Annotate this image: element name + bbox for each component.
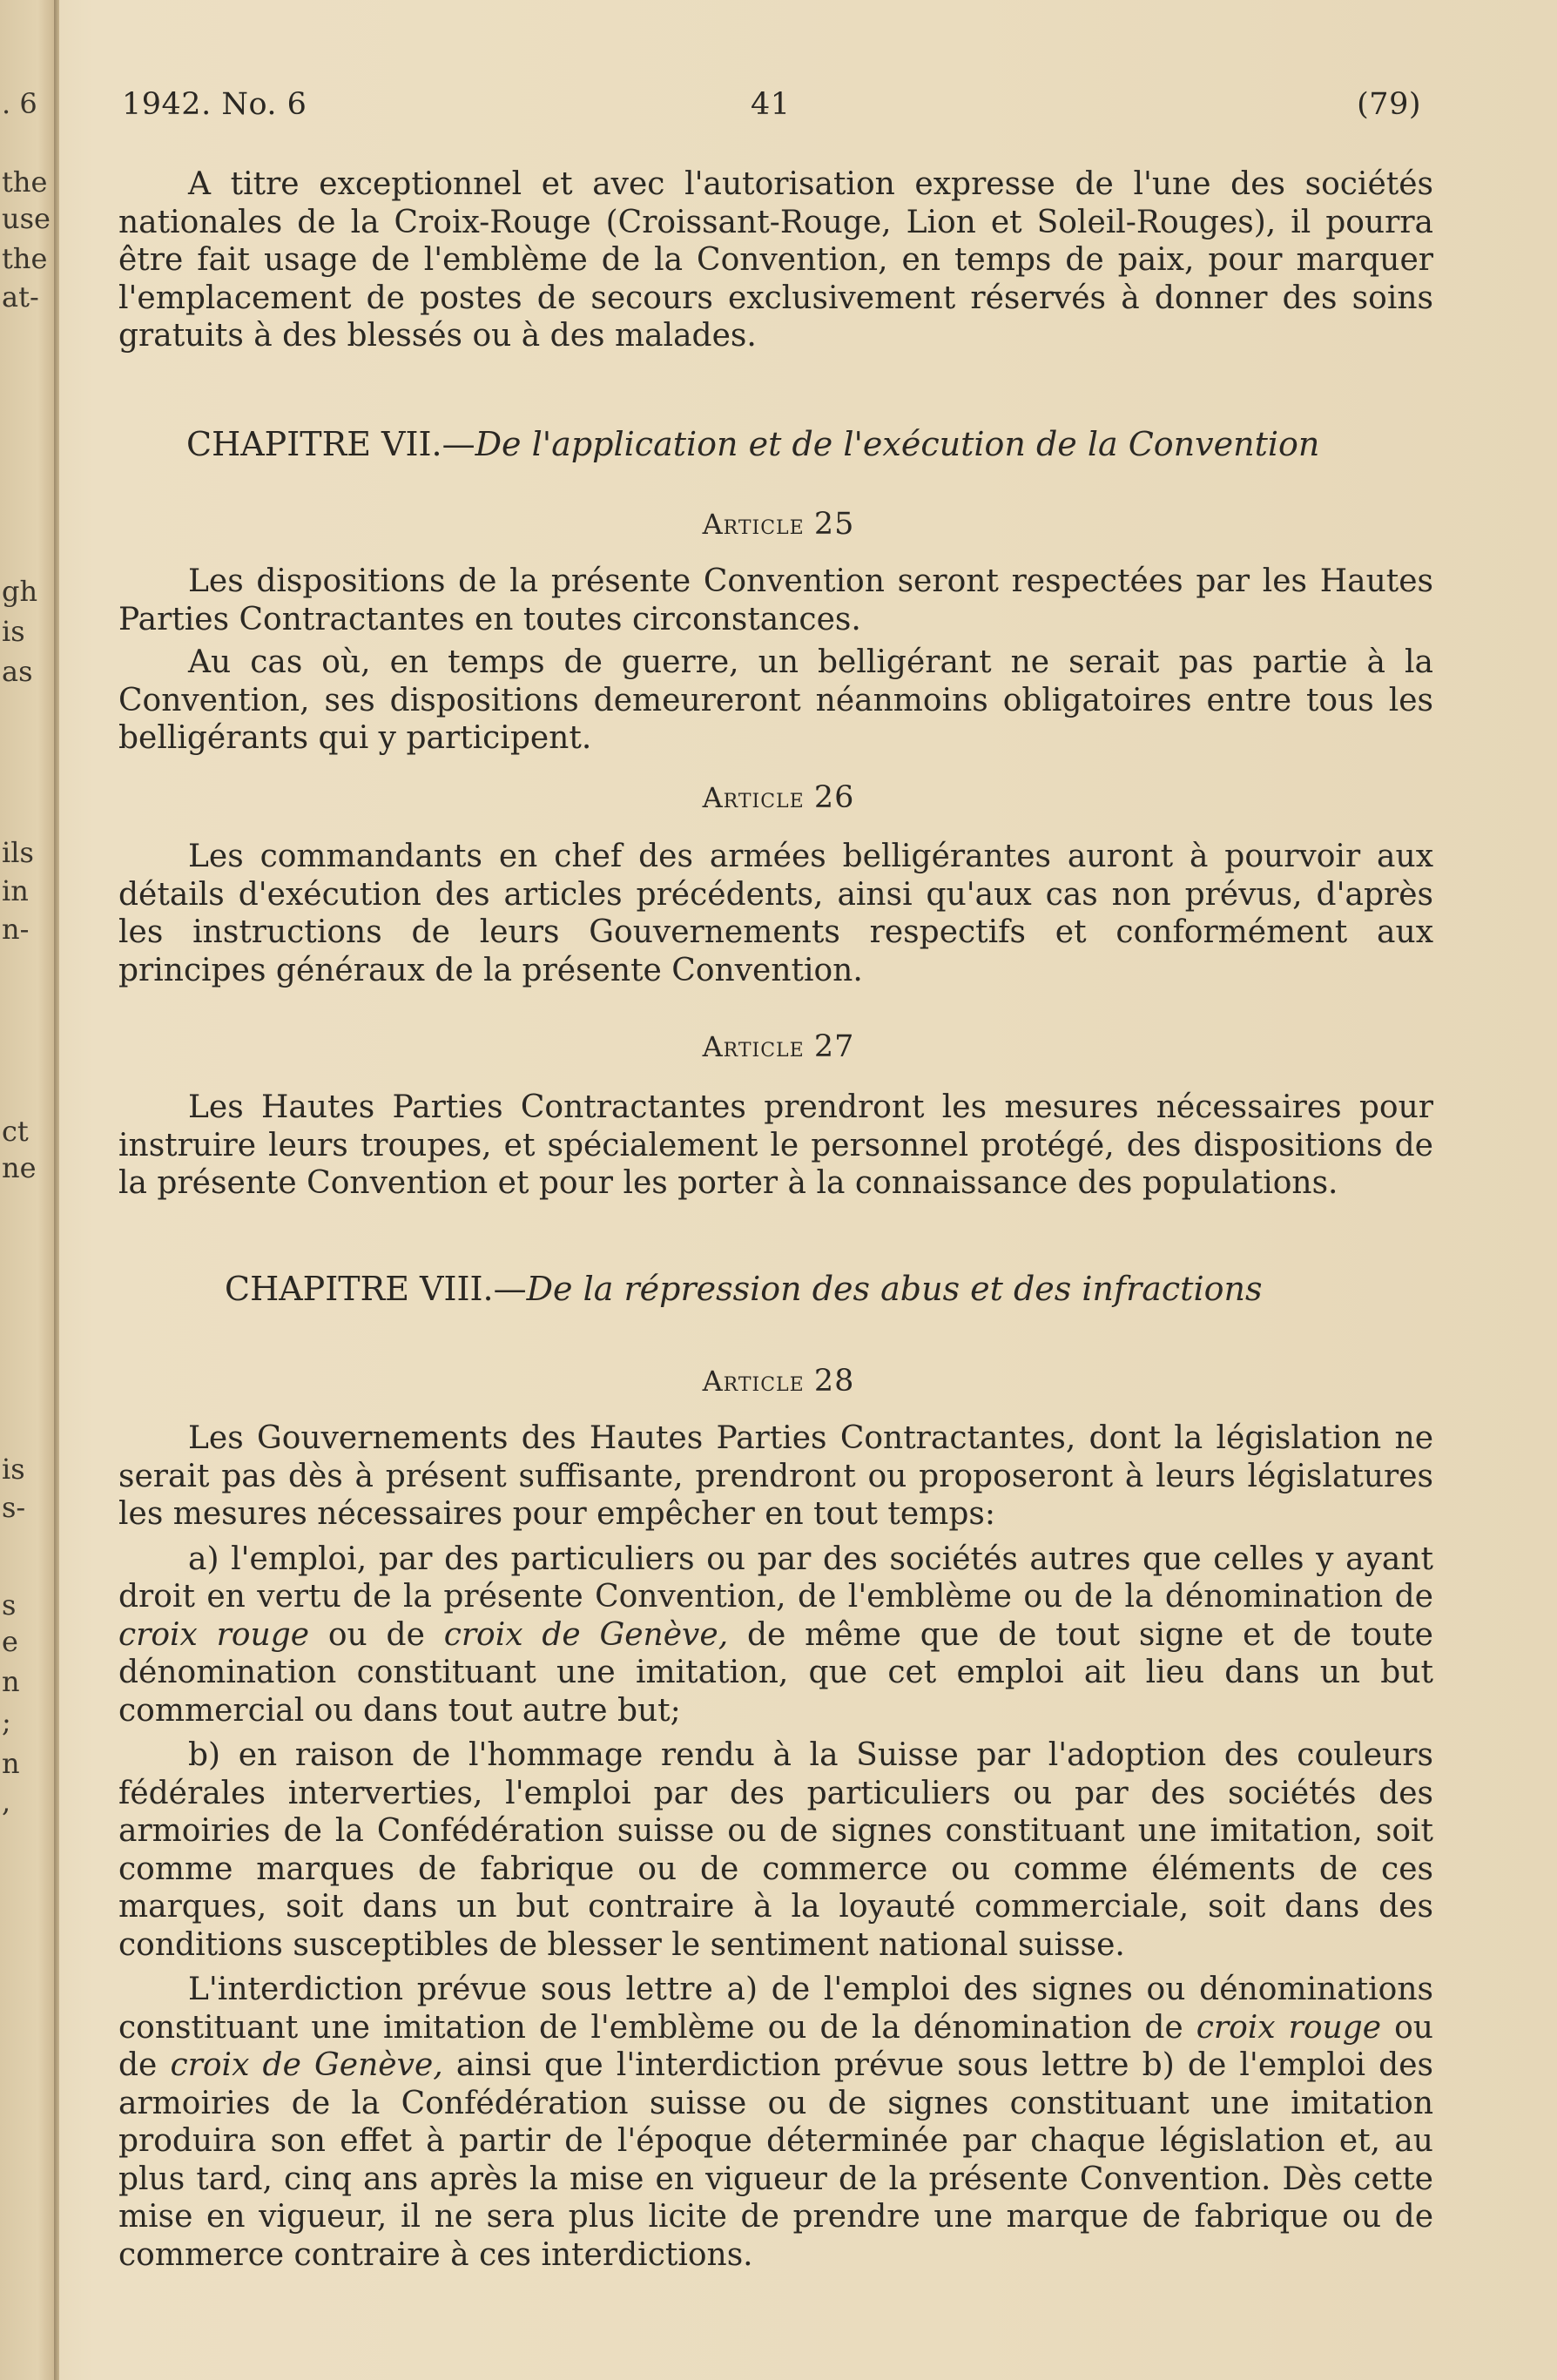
final-emphasis-2: croix de Genève, <box>170 2047 443 2083</box>
margin-fragment: in <box>2 874 29 907</box>
facing-page-margin <box>0 0 54 2380</box>
intro-paragraph-block <box>118 165 1433 355</box>
header-reference: (79) <box>1357 87 1421 122</box>
final-text-3: ainsi que l'interdiction prévue sous lettre b) de l'emploi des armoiries de la Confédération suisse ou de signes constituant une imitation produira son effet à partir de l'époque déterminée par chaque législation et, au plus tard, cinq ans après la mise en vigueur de la présente Convention. Dès cette mise en vigueur, il ne sera plus licite de prendre une marque de fabrique ou de commerce contraire à ces interdictions. <box>118 2047 1433 2273</box>
chapter-8-heading <box>225 1270 1262 1308</box>
article-28-paragraph-final <box>118 1971 1433 2274</box>
item-a-emphasis-1: croix rouge <box>118 1616 310 1653</box>
margin-fragment: use <box>2 202 51 235</box>
margin-fragment: ils <box>2 836 34 869</box>
item-a-emphasis-2: croix de Genève, <box>443 1616 729 1653</box>
chapter-7-label: CHAPITRE VII. <box>186 425 442 463</box>
margin-fragment: ct <box>2 1115 29 1148</box>
margin-fragment: n <box>2 1747 20 1780</box>
article-28-heading <box>0 1364 1557 1399</box>
margin-fragment: the <box>2 242 48 275</box>
article-25-number: 25 <box>813 507 855 542</box>
margin-fragment: is <box>2 1453 25 1486</box>
article-27-paragraph-1: Les Hautes Parties Contractantes prendront les mesures nécessaires pour instruire leurs troupes, et spécialement le personnel protégé, des dispositions de la présente Convention et pour les porter à la connaissance des populations. <box>118 1089 1433 1201</box>
chapter-7-title: De l'application et de l'exécution de la Convention <box>475 425 1320 463</box>
margin-fragment: is <box>2 615 25 648</box>
article-28-body <box>118 1419 1433 2274</box>
header-year-number: 1942. No. 6 <box>122 87 307 122</box>
article-28-number: 28 <box>813 1364 855 1399</box>
article-25-paragraph-2: Au cas où, en temps de guerre, un belligérant ne serait pas partie à la Convention, ses dispositions demeureront néanmoins obligatoires entre tous les belligérants qui y participent. <box>118 644 1433 756</box>
margin-fragment: , <box>2 1785 11 1818</box>
margin-fragment: gh <box>2 575 38 608</box>
margin-fragment: . 6 <box>2 87 37 120</box>
margin-fragment: at- <box>2 280 39 314</box>
article-27-label: Article <box>702 1030 805 1063</box>
article-28-label: Article <box>702 1365 805 1398</box>
article-26-number: 26 <box>813 780 855 815</box>
chapter-8-title: De la répression des abus et des infractions <box>526 1270 1263 1308</box>
book-gutter <box>54 0 59 2380</box>
margin-fragment: n <box>2 1665 20 1698</box>
article-25-label: Article <box>702 508 805 541</box>
final-text-2: ou de <box>118 2009 1433 2083</box>
article-25-paragraph-1: Les dispositions de la présente Convention seront respectées par les Hautes Parties Contractantes en toutes circonstances. <box>118 563 1433 637</box>
article-26-body <box>118 838 1433 989</box>
article-28-item-b: b) en raison de l'hommage rendu à la Suisse par l'adoption des couleurs fédérales interverties, l'emploi par des particuliers ou par des sociétés des armoiries de la Confédération suisse ou de signes constituant une imitation, soit comme marques de fabrique ou de commerce ou comme éléments de ces marques, soit dans un but contraire à la loyauté commerciale, soit dans des conditions susceptibles de blesser le sentiment national suisse. <box>118 1737 1433 1963</box>
item-a-text-1: a) l'emploi, par des particuliers ou par des sociétés autres que celles y ayant droit en vertu de la présente Convention, de l'emblème ou de la dénomination de <box>118 1541 1433 1615</box>
article-26-paragraph-1: Les commandants en chef des armées belligérantes auront à pourvoir aux détails d'exécution des articles précédents, ainsi qu'aux cas non prévus, d'après les instructions de leurs Gouvernements respectifs et conformément aux principes généraux de la présente Convention. <box>118 839 1433 988</box>
item-a-text-2: ou de <box>309 1616 444 1653</box>
chapter-8-label: CHAPITRE VIII. <box>225 1270 494 1308</box>
article-25-body <box>118 563 1433 758</box>
margin-fragment: e <box>2 1625 18 1658</box>
margin-fragment: s- <box>2 1491 26 1524</box>
article-28-paragraph-1: Les Gouvernements des Hautes Parties Contractantes, dont la législation ne serait pas dès à présent suffisante, prendront ou proposeront à leurs législatures les mesures nécessaires pour empêcher en tout temps: <box>118 1420 1433 1532</box>
intro-paragraph: A titre exceptionnel et avec l'autorisation expresse de l'une des sociétés nationales de la Croix-Rouge (Croissant-Rouge, Lion et Soleil-Rouges), il pourra être fait usage de l'emblème de la Convention, en temps de paix, pour marquer l'emplacement de postes de secours exclusivement réservés à donner des soins gratuits à des blessés ou à des malades. <box>118 166 1433 354</box>
margin-fragment: n- <box>2 913 30 946</box>
chapter-7-dash: — <box>441 425 475 463</box>
margin-fragment: as <box>2 655 33 688</box>
margin-fragment: ; <box>2 1705 11 1738</box>
page-number: 41 <box>751 87 791 122</box>
article-27-body <box>118 1089 1433 1203</box>
article-26-label: Article <box>702 781 805 814</box>
margin-fragment: the <box>2 165 48 199</box>
chapter-8-dash: — <box>493 1270 527 1308</box>
article-27-number: 27 <box>813 1029 855 1064</box>
item-a-text-3: de même que de tout signe et de toute dénomination constituant une imitation, que cet emploi ait lieu dans un but commercial ou dans tout autre but; <box>118 1616 1433 1729</box>
chapter-7-heading <box>186 425 1319 463</box>
article-28-item-a <box>118 1541 1433 1730</box>
article-27-heading <box>0 1029 1557 1064</box>
margin-fragment: s <box>2 1588 17 1622</box>
article-26-heading <box>0 780 1557 815</box>
final-emphasis-1: croix rouge <box>1196 2009 1382 2046</box>
article-25-heading <box>0 507 1557 542</box>
final-text-1: L'interdiction prévue sous lettre a) de l'emploi des signes ou dénominations constituant une imitation de l'emblème ou de la dénomination de <box>118 1972 1433 2046</box>
margin-fragment: ne <box>2 1151 37 1184</box>
